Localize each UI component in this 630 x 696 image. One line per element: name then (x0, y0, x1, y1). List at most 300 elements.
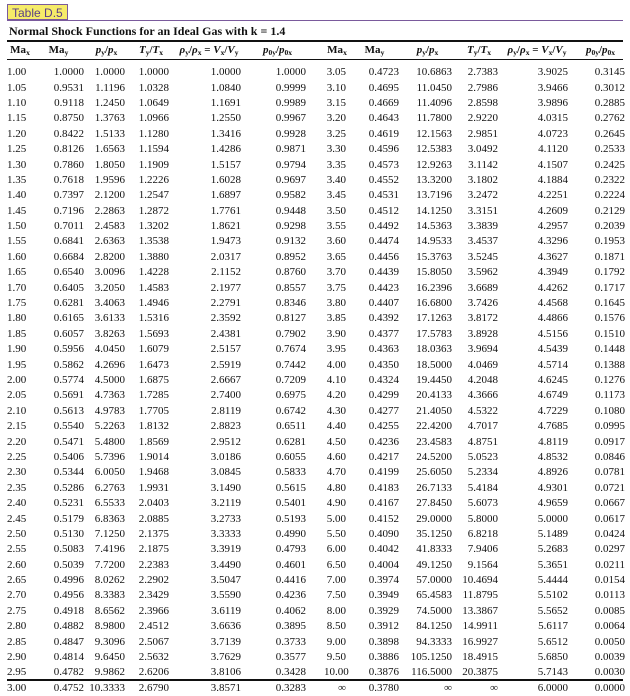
cell-left-col-1: 0.6057 (53, 327, 84, 340)
cell-right-col-4: 5.6850 (537, 651, 568, 664)
cell-left-col-4: 2.4381 (210, 327, 241, 340)
cell-left-col-5: 1.0000 (275, 66, 306, 79)
cell-right-col-4: 4.2957 (537, 220, 568, 233)
cell-right-col-0: 4.70 (326, 466, 346, 479)
column-gap (310, 681, 324, 696)
table-row (7, 188, 629, 203)
cell-left-col-3: 1.6079 (138, 343, 169, 356)
cell-left-col-1: 0.5179 (53, 512, 84, 525)
cell-right-col-4: 4.6749 (537, 389, 568, 402)
cell-left-col-1: 0.4956 (53, 589, 84, 602)
cell-left-col-5: 0.9794 (275, 158, 306, 171)
cell-left-col-5: 0.4236 (275, 589, 306, 602)
cell-left-col-0: 1.75 (7, 297, 27, 310)
cell-right-col-2: 23.4583 (416, 435, 452, 448)
cell-right-col-5: 0.3012 (594, 81, 625, 94)
cell-left-col-4: 3.8571 (210, 681, 241, 694)
cell-right-col-1: 0.4456 (368, 250, 399, 263)
cell-right-col-5: 0.3145 (594, 66, 625, 79)
cell-right-col-2: 18.5000 (416, 358, 452, 371)
cell-right-col-2: 29.0000 (416, 512, 452, 525)
cell-right-col-1: 0.4643 (368, 112, 399, 125)
column-gap (310, 111, 324, 126)
cell-right-col-4: 4.0723 (537, 127, 568, 140)
cell-right-col-3: 7.9406 (467, 543, 498, 556)
cell-right-col-4: 4.8532 (537, 450, 568, 463)
table-row (7, 419, 629, 434)
cell-right-col-4: 4.5156 (537, 327, 568, 340)
table-row (7, 511, 629, 526)
cell-right-col-1: 0.4255 (368, 420, 399, 433)
cell-left-col-0: 2.15 (7, 420, 27, 433)
column-gap (310, 80, 324, 95)
cell-left-col-4: 1.6897 (210, 189, 241, 202)
cell-left-col-3: 1.0966 (138, 112, 169, 125)
cell-left-col-1: 0.5691 (53, 389, 84, 402)
cell-right-col-4: 4.5714 (537, 358, 568, 371)
cell-right-col-3: 2.9851 (467, 127, 498, 140)
cell-left-col-1: 0.7618 (53, 173, 84, 186)
cell-right-col-1: 0.4167 (368, 497, 399, 510)
column-gap (310, 342, 324, 357)
table-title: Normal Shock Functions for an Ideal Gas with k = 1.4 (9, 24, 286, 38)
header-stagnation-pressure-ratio: $p_{0y}/p_{0x}$ (262, 44, 293, 57)
cell-left-col-2: 5.2263 (94, 420, 125, 433)
cell-left-col-1: 0.7196 (53, 204, 84, 217)
header-row (7, 42, 629, 59)
cell-right-col-5: 0.0995 (594, 420, 625, 433)
cell-left-col-1: 0.5344 (53, 466, 84, 479)
cell-left-col-2: 1.8050 (94, 158, 125, 171)
cell-right-col-5: 0.2224 (594, 189, 625, 202)
cell-left-col-2: 4.9783 (94, 404, 125, 417)
cell-left-col-3: 2.5067 (138, 635, 169, 648)
cell-left-col-3: 2.3429 (138, 589, 169, 602)
cell-left-col-3: 2.0885 (138, 512, 169, 525)
column-gap (310, 96, 324, 111)
cell-right-col-1: 0.3929 (368, 604, 399, 617)
table-row (7, 111, 629, 126)
cell-left-col-2: 7.1250 (94, 527, 125, 540)
cell-right-col-0: 4.90 (326, 497, 346, 510)
cell-left-col-5: 0.5615 (275, 481, 306, 494)
cell-left-col-0: 1.35 (7, 173, 27, 186)
cell-left-col-3: 2.4512 (138, 620, 169, 633)
cell-right-col-3: 3.6689 (467, 281, 498, 294)
table-row (7, 327, 629, 342)
cell-left-col-0: 1.95 (7, 358, 27, 371)
cell-left-col-0: 1.05 (7, 81, 27, 94)
cell-right-col-2: 15.3763 (416, 250, 452, 263)
table-row (7, 357, 629, 372)
cell-right-col-4: 4.3627 (537, 250, 568, 263)
cell-left-col-1: 0.4996 (53, 574, 84, 587)
cell-right-col-4: 4.4866 (537, 312, 568, 325)
cell-right-col-0: 9.50 (326, 651, 346, 664)
table-tag: Table D.5 (7, 4, 68, 20)
cell-left-col-3: 1.6473 (138, 358, 169, 371)
cell-left-col-5: 0.9132 (275, 235, 306, 248)
cell-right-col-4: 4.1120 (538, 143, 568, 156)
cell-left-col-5: 0.9448 (275, 204, 306, 217)
cell-right-col-1: 0.4723 (368, 66, 399, 79)
cell-right-col-1: 0.4183 (368, 481, 399, 494)
cell-left-col-4: 2.7400 (210, 389, 241, 402)
cell-right-col-4: 4.3949 (537, 266, 568, 279)
cell-right-col-5: 0.0617 (594, 512, 625, 525)
cell-left-col-0: 1.10 (7, 96, 27, 109)
cell-left-col-0: 1.20 (7, 127, 27, 140)
cell-right-col-4: 5.3651 (537, 558, 568, 571)
cell-left-col-1: 0.9118 (54, 96, 84, 109)
cell-right-col-1: 0.4695 (368, 81, 399, 94)
cell-left-col-5: 0.6511 (276, 420, 306, 433)
cell-right-col-3: 6.8218 (467, 527, 498, 540)
cell-right-col-5: 0.0064 (594, 620, 625, 633)
cell-left-col-3: 2.6790 (138, 681, 169, 694)
cell-right-col-2: 17.5783 (416, 327, 452, 340)
cell-right-col-5: 0.0667 (594, 497, 625, 510)
cell-right-col-0: 3.95 (326, 343, 346, 356)
cell-right-col-3: 4.8751 (467, 435, 498, 448)
cell-right-col-4: 4.5439 (537, 343, 568, 356)
cell-left-col-1: 0.5286 (53, 481, 84, 494)
column-gap (310, 604, 324, 619)
cell-right-col-4: 6.0000 (537, 681, 568, 694)
cell-right-col-0: 4.60 (326, 450, 346, 463)
column-gap (310, 204, 324, 219)
cell-right-col-4: 4.8119 (538, 435, 568, 448)
table-row (7, 157, 629, 172)
table-row (7, 573, 629, 588)
column-gap (310, 388, 324, 403)
cell-right-col-0: 4.40 (326, 420, 346, 433)
cell-left-col-5: 0.5401 (275, 497, 306, 510)
cell-right-col-5: 0.0781 (594, 466, 625, 479)
cell-left-col-0: 2.75 (7, 604, 27, 617)
cell-right-col-3: 4.2048 (467, 374, 498, 386)
column-gap (310, 157, 324, 172)
cell-right-col-1: 0.3898 (368, 635, 399, 648)
cell-right-col-3: 2.7986 (467, 81, 498, 94)
table-row (7, 265, 629, 280)
cell-left-col-2: 5.4800 (94, 435, 125, 448)
table-row (7, 619, 629, 634)
column-gap (310, 142, 324, 157)
cell-right-col-5: 0.0113 (595, 589, 625, 602)
table-row (7, 558, 629, 573)
cell-left-col-1: 1.0000 (53, 66, 84, 79)
column-gap (310, 188, 324, 203)
cell-left-col-3: 1.3538 (138, 235, 169, 248)
cell-left-col-3: 1.2226 (138, 173, 169, 186)
cell-right-col-0: 3.85 (326, 312, 346, 325)
cell-left-col-2: 4.2696 (94, 358, 125, 371)
cell-left-col-3: 1.5693 (138, 327, 169, 340)
cell-right-col-5: 0.0000 (594, 681, 625, 694)
cell-right-col-0: 7.50 (326, 589, 346, 602)
cell-left-col-5: 0.9967 (275, 112, 306, 125)
column-gap (310, 573, 324, 588)
cell-right-col-5: 0.0211 (595, 558, 625, 571)
cell-right-col-0: 3.80 (326, 297, 346, 310)
cell-left-col-3: 2.1875 (138, 543, 169, 556)
cell-right-col-0: 3.60 (326, 235, 346, 248)
column-gap (310, 265, 324, 280)
cell-left-col-3: 1.5316 (138, 312, 169, 325)
cell-right-col-1: 0.4199 (368, 466, 399, 479)
cell-left-col-2: 8.6562 (94, 604, 125, 617)
cell-right-col-2: 12.5383 (416, 143, 452, 156)
cell-left-col-4: 1.6028 (210, 173, 241, 186)
column-gap (310, 527, 324, 542)
cell-left-col-1: 0.5774 (53, 374, 84, 386)
cell-left-col-1: 0.6540 (53, 266, 84, 279)
cell-right-col-1: 0.3974 (368, 574, 399, 587)
cell-left-col-2: 6.0050 (94, 466, 125, 479)
cell-left-col-4: 2.8823 (210, 420, 241, 433)
cell-right-col-0: 4.00 (326, 358, 346, 371)
cell-right-col-1: 0.4512 (368, 204, 399, 217)
cell-right-col-1: 0.4492 (368, 220, 399, 233)
cell-left-col-4: 2.5919 (210, 358, 241, 371)
cell-left-col-3: 1.1594 (138, 143, 169, 156)
header-ma-x-right: $Ma_x$ (327, 44, 347, 57)
cell-right-col-0: 3.55 (326, 220, 346, 233)
cell-left-col-5: 0.8760 (275, 266, 306, 279)
cell-left-col-4: 3.7629 (210, 651, 241, 664)
cell-left-col-1: 0.5540 (53, 420, 84, 433)
cell-right-col-3: 4.7017 (467, 420, 498, 433)
cell-right-col-3: 5.2334 (467, 466, 498, 479)
cell-right-col-2: 35.1250 (416, 527, 452, 540)
cell-left-col-2: 9.3096 (94, 635, 125, 648)
cell-left-col-4: 3.8106 (210, 666, 241, 679)
cell-left-col-5: 0.4793 (275, 543, 306, 556)
table-row (7, 404, 629, 419)
cell-right-col-3: 3.3151 (467, 204, 498, 217)
cell-left-col-3: 1.0328 (138, 81, 169, 94)
table-row (7, 127, 629, 142)
cell-right-col-2: 94.3333 (416, 635, 452, 648)
cell-right-col-0: 9.00 (326, 635, 346, 648)
cell-right-col-5: 0.0085 (594, 604, 625, 617)
cell-right-col-2: 18.0363 (416, 343, 452, 356)
cell-right-col-0: 8.00 (326, 604, 346, 617)
cell-left-col-3: 2.2902 (138, 574, 169, 587)
table-row (7, 681, 629, 696)
cell-left-col-1: 0.6405 (53, 281, 84, 294)
cell-left-col-5: 0.9999 (275, 81, 306, 94)
cell-right-col-2: 14.1250 (416, 204, 452, 217)
cell-left-col-5: 0.6742 (275, 404, 306, 417)
cell-right-col-3: 16.9927 (462, 635, 498, 648)
cell-left-col-5: 0.9928 (275, 127, 306, 140)
table-row (7, 481, 629, 496)
cell-left-col-2: 8.3383 (94, 589, 125, 602)
cell-left-col-5: 0.4990 (275, 527, 306, 540)
cell-right-col-4: 4.4568 (537, 297, 568, 310)
column-gap (310, 419, 324, 434)
cell-right-col-4: 4.4262 (537, 281, 568, 294)
cell-right-col-3: 3.7426 (467, 297, 498, 310)
cell-left-col-1: 0.8750 (53, 112, 84, 125)
header-ma-y-right: $Ma_y$ (364, 44, 385, 57)
cell-right-col-1: 0.4619 (368, 127, 399, 140)
cell-right-col-2: 14.5363 (416, 220, 452, 233)
cell-right-col-2: 12.1563 (416, 127, 452, 140)
cell-left-col-5: 0.8952 (275, 250, 306, 263)
cell-right-col-4: 4.7229 (537, 404, 568, 417)
cell-right-col-1: 0.4377 (368, 327, 399, 340)
cell-right-col-0: ∞ (338, 681, 346, 694)
cell-right-col-5: 0.0424 (594, 527, 625, 540)
cell-right-col-3: 3.1142 (468, 158, 498, 171)
column-gap (310, 250, 324, 265)
cell-right-col-2: 25.6050 (416, 466, 452, 479)
cell-left-col-2: 1.0000 (94, 66, 125, 79)
column-gap (310, 665, 324, 680)
cell-left-col-4: 2.1977 (210, 281, 241, 294)
column-gap (310, 650, 324, 665)
cell-left-col-3: 1.8132 (138, 420, 169, 433)
cell-right-col-3: 2.9220 (467, 112, 498, 125)
cell-left-col-3: 1.4228 (138, 266, 169, 279)
cell-left-col-1: 0.6684 (53, 250, 84, 263)
cell-right-col-5: 0.0917 (594, 435, 625, 448)
cell-left-col-4: 2.2791 (210, 297, 241, 310)
table-row (7, 204, 629, 219)
cell-right-col-0: 6.50 (326, 558, 346, 571)
cell-right-col-1: 0.4423 (368, 281, 399, 294)
cell-left-col-0: 1.00 (7, 66, 27, 79)
cell-right-col-1: 0.4392 (368, 312, 399, 325)
cell-left-col-0: 1.80 (7, 312, 27, 325)
cell-left-col-1: 0.5039 (53, 558, 84, 571)
cell-left-col-4: 3.5047 (210, 574, 241, 587)
column-gap (310, 357, 324, 372)
table-row (7, 234, 629, 249)
cell-right-col-5: 0.0721 (594, 481, 625, 494)
column-gap (310, 296, 324, 311)
table-row (7, 80, 629, 95)
tag-underline (7, 20, 623, 21)
column-gap (310, 127, 324, 142)
cell-left-col-1: 0.5406 (53, 450, 84, 463)
cell-right-col-5: 0.2533 (594, 143, 625, 156)
cell-left-col-3: 2.0403 (138, 497, 169, 510)
cell-right-col-1: 0.3780 (368, 681, 399, 694)
cell-right-col-4: 4.2251 (537, 189, 568, 202)
cell-left-col-1: 0.8126 (53, 143, 84, 156)
cell-right-col-0: 4.50 (326, 435, 346, 448)
cell-left-col-5: 0.9989 (275, 96, 306, 109)
cell-right-col-3: 20.3875 (462, 666, 498, 679)
cell-left-col-0: 2.65 (7, 574, 27, 587)
cell-right-col-1: 0.4090 (368, 527, 399, 540)
cell-right-col-0: 4.20 (326, 389, 346, 402)
cell-right-col-0: 3.90 (326, 327, 346, 340)
cell-left-col-1: 0.4918 (53, 604, 84, 617)
cell-left-col-4: 2.9512 (210, 435, 241, 448)
cell-right-col-2: 74.5000 (416, 604, 452, 617)
cell-right-col-4: 4.0315 (537, 112, 568, 125)
table-row (7, 650, 629, 665)
cell-right-col-4: 3.9025 (537, 66, 568, 79)
cell-left-col-0: 2.95 (7, 666, 27, 679)
cell-right-col-3: 2.7383 (467, 66, 498, 79)
cell-left-col-3: 2.5632 (138, 651, 169, 664)
cell-right-col-5: 0.1510 (594, 327, 625, 340)
cell-right-col-3: 5.4184 (467, 481, 498, 494)
cell-right-col-3: 4.5322 (467, 404, 498, 417)
cell-right-col-1: 0.3949 (368, 589, 399, 602)
cell-right-col-2: 24.5200 (416, 450, 452, 463)
cell-left-col-1: 0.4882 (53, 620, 84, 633)
cell-left-col-0: 1.30 (7, 158, 27, 171)
cell-right-col-1: 0.4552 (368, 173, 399, 186)
cell-left-col-4: 1.0000 (210, 66, 241, 79)
cell-left-col-5: 0.3283 (275, 681, 306, 694)
table-row (7, 465, 629, 480)
column-gap (310, 542, 324, 557)
cell-left-col-3: 1.9468 (138, 466, 169, 479)
cell-right-col-2: ∞ (444, 681, 452, 694)
cell-left-col-5: 0.7209 (275, 374, 306, 386)
cell-right-col-4: 5.6117 (538, 620, 568, 633)
cell-left-col-0: 1.15 (7, 112, 27, 125)
cell-left-col-2: 8.9800 (94, 620, 125, 633)
cell-left-col-2: 9.6450 (94, 651, 125, 664)
cell-right-col-2: 20.4133 (416, 389, 452, 402)
cell-right-col-5: 0.1448 (594, 343, 625, 356)
cell-right-col-5: 0.0050 (594, 635, 625, 648)
cell-right-col-0: 3.50 (326, 204, 346, 217)
cell-left-col-2: 6.2763 (94, 481, 125, 494)
cell-left-col-5: 0.3733 (275, 635, 306, 648)
cell-left-col-2: 3.8263 (94, 327, 125, 340)
column-gap (310, 619, 324, 634)
cell-right-col-1: 0.4004 (368, 558, 399, 571)
cell-right-col-1: 0.4277 (368, 404, 399, 417)
cell-right-col-5: 0.2322 (594, 173, 625, 186)
cell-right-col-2: 57.0000 (416, 574, 452, 587)
cell-left-col-2: 1.2450 (94, 96, 125, 109)
cell-left-col-4: 1.7761 (210, 204, 241, 217)
cell-left-col-4: 2.6667 (210, 374, 241, 386)
cell-right-col-4: 4.9301 (537, 481, 568, 494)
cell-right-col-0: 7.00 (326, 574, 346, 587)
cell-right-col-2: 13.3200 (416, 173, 452, 186)
cell-left-col-1: 0.8422 (53, 127, 84, 140)
cell-left-col-0: 1.90 (7, 343, 27, 356)
cell-left-col-2: 3.0096 (94, 266, 125, 279)
cell-left-col-5: 0.3577 (275, 651, 306, 664)
cell-right-col-0: 3.75 (326, 281, 346, 294)
cell-left-col-0: 2.55 (7, 543, 27, 556)
cell-left-col-3: 1.1909 (138, 158, 169, 171)
cell-right-col-3: 13.3867 (462, 604, 498, 617)
column-gap (310, 434, 324, 449)
cell-left-col-2: 3.4063 (94, 297, 125, 310)
cell-right-col-4: 3.9466 (537, 81, 568, 94)
cell-right-col-2: 65.4583 (416, 589, 452, 602)
cell-right-col-2: 49.1250 (416, 558, 452, 571)
cell-right-col-1: 0.4531 (368, 189, 399, 202)
cell-left-col-4: 3.2119 (211, 497, 241, 510)
cell-left-col-3: 1.7285 (138, 389, 169, 402)
normal-shock-table (7, 42, 629, 696)
